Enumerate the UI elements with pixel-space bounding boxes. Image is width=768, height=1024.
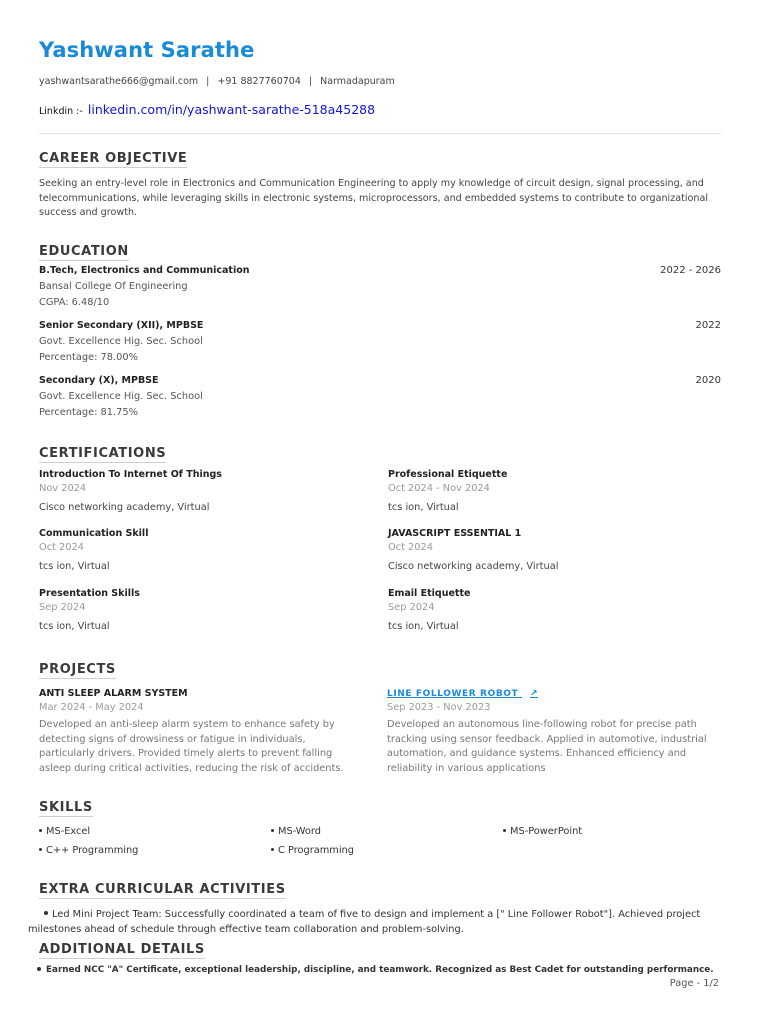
project-date: Mar 2024 - May 2024 [39,702,144,713]
certification-org: Cisco networking academy, Virtual [39,502,210,513]
certification-name: Professional Etiquette [388,469,508,480]
project-item [39,687,354,776]
certification-date: Nov 2024 [39,483,87,494]
linkedin-line [39,99,375,118]
project-name[interactable]: LINE FOLLOWER ROBOT [387,689,519,699]
education-year: 2020 [695,375,721,386]
bullet-icon [271,848,274,851]
linkedin-link[interactable]: linkedin.com/in/yashwant-sarathe-518a45288 [87,102,376,117]
contact-line [39,76,395,87]
certification-item [388,587,728,634]
skill-item [39,826,90,837]
skill-item [271,826,321,837]
project-item [387,687,721,776]
certification-name: JAVASCRIPT ESSENTIAL 1 [388,528,522,539]
certification-org: tcs ion, Virtual [388,502,459,513]
education-school: Govt. Excellence Hig. Sec. School [39,391,203,402]
certification-org: tcs ion, Virtual [39,561,110,572]
page-number: Page - 1/2 [669,978,719,989]
certification-date: Oct 2024 - Nov 2024 [388,483,490,494]
bullet-icon [37,967,41,971]
education-year: 2022 [695,320,721,331]
bullet-icon [39,829,42,832]
education-degree: Senior Secondary (XII), MPBSE [39,320,204,331]
project-date: Sep 2023 - Nov 2023 [387,702,491,713]
section-title-additional-details: ADDITIONAL DETAILS [39,942,205,957]
education-score: CGPA: 6.48/10 [39,297,110,308]
section-title-extra-curricular: EXTRA CURRICULAR ACTIVITIES [39,882,286,897]
education-school: Bansal College Of Engineering [39,281,188,292]
certification-org: tcs ion, Virtual [388,621,459,632]
certification-item [388,468,728,515]
bullet-icon [271,829,274,832]
external-link-icon[interactable]: ↗ [530,689,539,699]
location-text: Narmadapuram [320,76,395,87]
career-objective-text: Seeking an entry-level role in Electronics and Communication Engineering to apply my knowledge of circuit design, signal processing, and telecommunications, while leveraging skills in electronic systems, microprocessors, and embedded systems to contribute to organizational success and growth. [39,178,709,218]
certification-item [39,468,379,515]
contact-separator: | [308,76,313,87]
certification-name: Presentation Skills [39,588,140,599]
extra-curricular-text: Led Mini Project Team: Successfully coordinated a team of five to design and implement a [" Line Follower Robot"]. Achieved project milestones ahead of schedule through effective team collaboration and problem-solving. [28,909,701,935]
education-degree: Secondary (X), MPBSE [39,375,159,386]
skill-label: MS-PowerPoint [510,826,583,837]
additional-details-text: Earned NCC "A" Certificate, exceptional leadership, discipline, and teamwork. Recognized as Best Cadet for outstanding performance. [46,965,714,975]
project-link[interactable] [387,687,721,701]
contact-separator: | [206,76,210,87]
education-degree: B.Tech, Electronics and Communication [39,265,250,276]
linkedin-label: Linkdin :- [39,106,83,117]
bullet-icon [39,848,42,851]
certification-name: Email Etiquette [388,588,471,599]
skill-label: MS-Word [278,826,321,837]
extra-curricular-item [28,908,728,937]
certification-item [388,527,728,574]
bullet-icon [503,829,506,832]
additional-details-item [37,965,714,975]
certification-date: Sep 2024 [388,602,435,613]
section-title-skills: SKILLS [39,800,93,815]
certification-item [39,527,379,574]
email-text[interactable]: yashwantsarathe666@gmail.com [39,76,199,87]
certification-name: Communication Skill [39,528,149,539]
project-description: Developed an autonomous line-following robot for precise path tracking using sensor feedback. Applied in automotive, industrial automation, and guidance systems. Enhanced efficiency and reliability in various applications [387,719,707,774]
section-title-certifications: CERTIFICATIONS [39,446,167,461]
education-score: Percentage: 78.00% [39,352,138,363]
section-title-projects: PROJECTS [39,662,116,677]
certification-date: Oct 2024 [388,542,433,553]
section-title-education: EDUCATION [39,244,129,259]
bullet-icon [44,911,48,915]
certification-date: Sep 2024 [39,602,86,613]
certification-org: Cisco networking academy, Virtual [388,561,559,572]
certification-item [39,587,379,634]
header-divider [39,133,721,134]
skill-label: C Programming [278,845,354,856]
candidate-name: Yashwant Sarathe [39,38,255,62]
skill-item [271,845,354,856]
skill-label: MS-Excel [46,826,91,837]
education-score: Percentage: 81.75% [39,407,138,418]
certification-date: Oct 2024 [39,542,84,553]
certification-org: tcs ion, Virtual [39,621,110,632]
education-school: Govt. Excellence Hig. Sec. School [39,336,203,347]
phone-text[interactable]: +91 8827760704 [217,76,301,87]
skill-item [503,826,582,837]
certification-name: Introduction To Internet Of Things [39,469,222,480]
project-name: ANTI SLEEP ALARM SYSTEM [39,688,188,699]
section-title-career-objective: CAREER OBJECTIVE [39,151,188,166]
education-year: 2022 - 2026 [660,265,721,276]
project-description: Developed an anti-sleep alarm system to enhance safety by detecting signs of drowsiness or fatigue in individuals, particularly drivers. Provided timely alerts to prevent falling asleep during critical activities, reducing the risk of accidents. [39,719,344,774]
skill-label: C++ Programming [46,845,139,856]
skill-item [39,845,138,856]
